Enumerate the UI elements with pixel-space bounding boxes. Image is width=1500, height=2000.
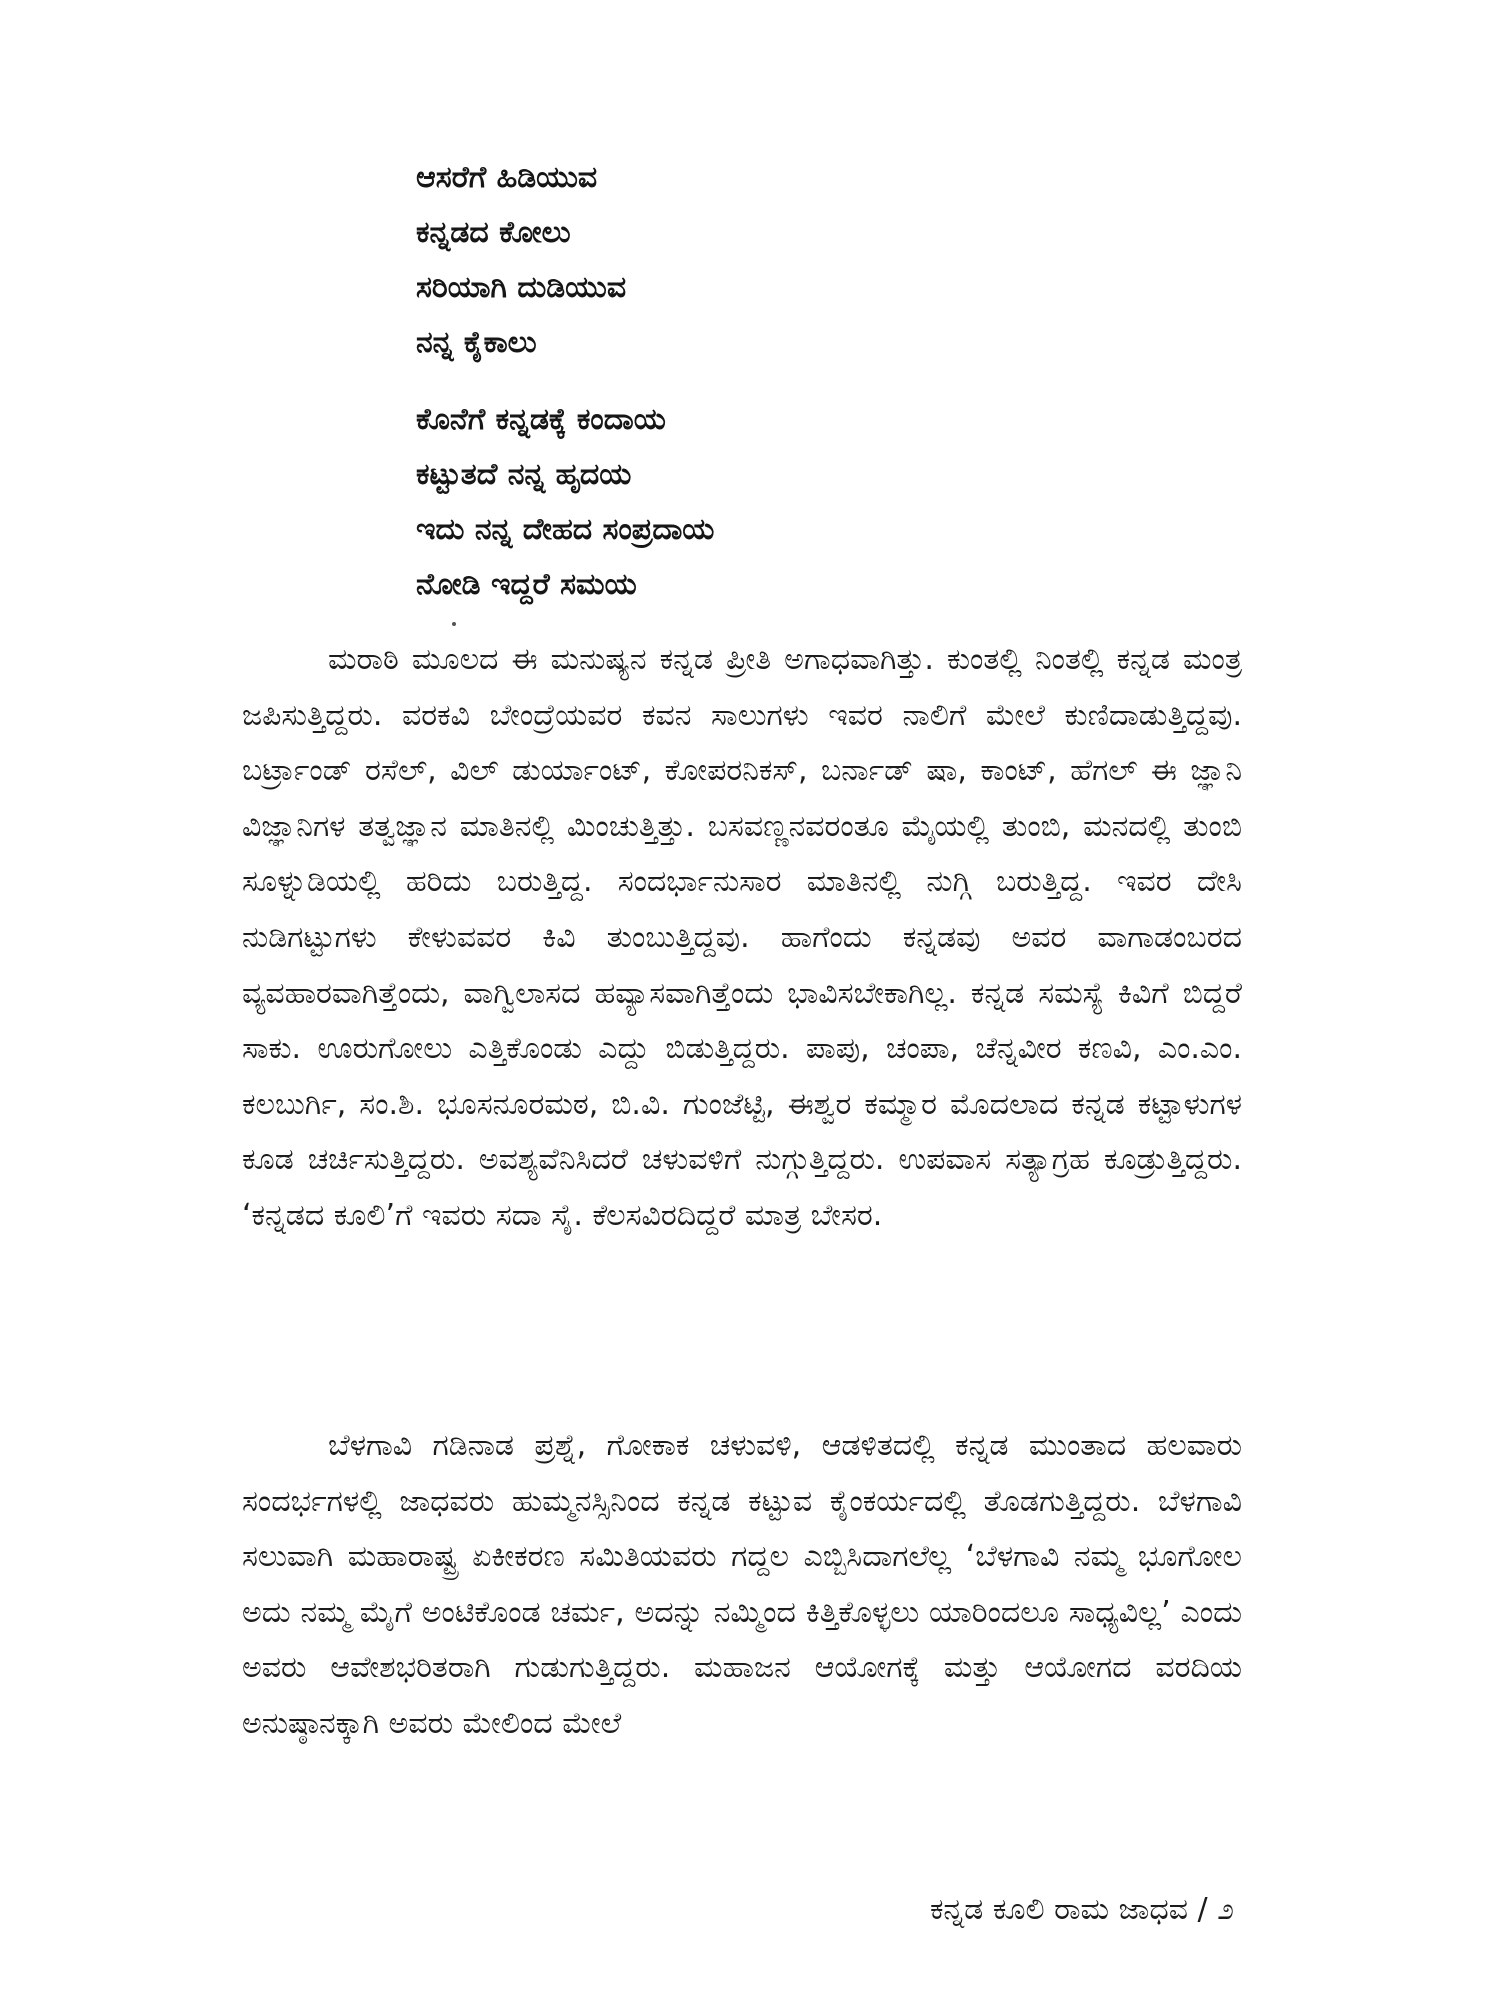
body-paragraph: ಬೆಳಗಾವಿ ಗಡಿನಾಡ ಪ್ರಶ್ನೆ, ಗೋಕಾಕ ಚಳುವಳಿ, ಆಡಳಿತದಲ್ಲಿ ಕನ್ನಡ ಮುಂತಾದ ಹಲವಾರು ಸಂದರ್ಭಗಳಲ್ಲಿ ಜಾಧವರು ಹುಮ್ಮನಸ್ಸಿನಿಂದ ಕನ್ನಡ ಕಟ್ಟುವ ಕೈಂಕರ್ಯದಲ್ಲಿ ತೊಡಗುತ್ತಿದ್ದರು. ಬೆಳಗಾವಿ ಸಲುವಾಗಿ ಮಹಾರಾಷ್ಟ್ರ ಏಕೀಕರಣ ಸಮಿತಿಯವರು ಗದ್ದಲ ಎಬ್ಬಿಸಿದಾಗಲೆಲ್ಲ ‘ಬೆಳಗಾವಿ ನಮ್ಮ ಭೂಗೋಲ ಅದು ನಮ್ಮ ಮೈಗೆ ಅಂಟಿಕೊಂಡ ಚರ್ಮ, ಅದನ್ನು ನಮ್ಮಿಂದ ಕಿತ್ತಿಕೊಳ್ಳಲು ಯಾರಿಂದಲೂ ಸಾಧ್ಯವಿಲ್ಲ’ ಎಂದು ಅವರು ಆವೇಶಭರಿತರಾಗಿ ಗುಡುಗುತ್ತಿದ್ದರು. ಮಹಾಜನ ಆಯೋಗಕ್ಕೆ ಮತ್ತು ಆಯೋಗದ ವರದಿಯ ಅನುಷ್ಠಾನಕ್ಕಾಗಿ ಅವರು ಮೇಲಿಂದ ಮೇಲೆ [242,1428,1242,1741]
poem-block [416,150,1116,612]
poem-stanza-2 [416,392,1116,612]
running-footer: ಕನ್ನಡ ಕೂಲಿ ರಾಮ ಜಾಧವ / ೨ [929,1892,1234,1927]
print-speck [452,622,456,626]
poem-line: ಕೊನೆಗೆ ಕನ್ನಡಕ್ಕೆ ಕಂದಾಯ [416,402,666,437]
poem-line: ಕಟ್ಟುತದೆ ನನ್ನ ಹೃದಯ [416,457,632,492]
poem-line: ನನ್ನ ಕೈಕಾಲು [416,325,537,360]
body-paragraph: ಮರಾಠಿ ಮೂಲದ ಈ ಮನುಷ್ಯನ ಕನ್ನಡ ಪ್ರೀತಿ ಅಗಾಧವಾಗಿತ್ತು. ಕುಂತಲ್ಲಿ ನಿಂತಲ್ಲಿ ಕನ್ನಡ ಮಂತ್ರ ಜಪಿಸುತ್ತಿದ್ದರು. ವರಕವಿ ಬೇಂದ್ರೆಯವರ ಕವನ ಸಾಲುಗಳು ಇವರ ನಾಲಿಗೆ ಮೇಲೆ ಕುಣಿದಾಡುತ್ತಿದ್ದವು. ಬರ್ಟ್ರಾಂಡ್ ರಸೆಲ್, ವಿಲ್ ಡುರ್ಯಾಂಟ್, ಕೋಪರನಿಕಸ್, ಬರ್ನಾಡ್ ಷಾ, ಕಾಂಟ್, ಹೆಗಲ್ ಈ ಜ್ಞಾನಿ ವಿಜ್ಞಾನಿಗಳ ತತ್ವಜ್ಞಾನ ಮಾತಿನಲ್ಲಿ ಮಿಂಚುತ್ತಿತ್ತು. ಬಸವಣ್ಣನವರಂತೂ ಮೈಯಲ್ಲಿ ತುಂಬಿ, ಮನದಲ್ಲಿ ತುಂಬಿ ಸೂಳ್ನುಡಿಯಲ್ಲಿ ಹರಿದು ಬರುತ್ತಿದ್ದ. ಸಂದರ್ಭಾನುಸಾರ ಮಾತಿನಲ್ಲಿ ನುಗ್ಗಿ ಬರುತ್ತಿದ್ದ. ಇವರ ದೇಸಿ ನುಡಿಗಟ್ಟುಗಳು ಕೇಳುವವರ ಕಿವಿ ತುಂಬುತ್ತಿದ್ದವು. ಹಾಗೆಂದು ಕನ್ನಡವು ಅವರ ವಾಗಾಡಂಬರದ ವ್ಯವಹಾರವಾಗಿತ್ತೆಂದು, ವಾಗ್ವಿಲಾಸದ ಹವ್ಯಾಸವಾಗಿತ್ತೆಂದು ಭಾವಿಸಬೇಕಾಗಿಲ್ಲ. ಕನ್ನಡ ಸಮಸ್ಯೆ ಕಿವಿಗೆ ಬಿದ್ದರೆ ಸಾಕು. ಊರುಗೋಲು ಎತ್ತಿಕೊಂಡು ಎದ್ದು ಬಿಡುತ್ತಿದ್ದರು. ಪಾಪು, ಚಂಪಾ, ಚೆನ್ನವೀರ ಕಣವಿ, ಎಂ.ಎಂ. ಕಲಬುರ್ಗಿ, ಸಂ.ಶಿ. ಭೂಸನೂರಮಠ, ಬಿ.ವಿ. ಗುಂಜೆಟ್ಟಿ, ಈಶ್ವರ ಕಮ್ಮಾರ ಮೊದಲಾದ ಕನ್ನಡ ಕಟ್ಟಾಳುಗಳ ಕೂಡ ಚರ್ಚಿಸುತ್ತಿದ್ದರು. ಅವಶ್ಯವೆನಿಸಿದರೆ ಚಳುವಳಿಗೆ ನುಗ್ಗುತ್ತಿದ್ದರು. ಉಪವಾಸ ಸತ್ಯಾಗ್ರಹ ಕೂಡ್ರುತ್ತಿದ್ದರು. ‘ಕನ್ನಡದ ಕೂಲಿ’ಗೆ ಇವರು ಸದಾ ಸೈ. ಕೆಲಸವಿರದಿದ್ದರೆ ಮಾತ್ರ ಬೇಸರ. [242,642,1242,1233]
poem-stanza-1 [416,150,1116,370]
body-paragraph-1-block [242,632,1242,1244]
poem-line: ಸರಿಯಾಗಿ ದುಡಿಯುವ [416,270,627,305]
poem-line: ಕನ್ನಡದ ಕೋಲು [416,215,571,250]
poem-line: ಇದು ನನ್ನ ದೇಹದ ಸಂಪ್ರದಾಯ [416,512,715,547]
body-paragraph-2-block [242,1418,1242,1752]
poem-line: ಆಸರೆಗೆ ಹಿಡಿಯುವ [416,160,598,195]
poem-line: ನೋಡಿ ಇದ್ದರೆ ಸಮಯ [416,567,637,602]
